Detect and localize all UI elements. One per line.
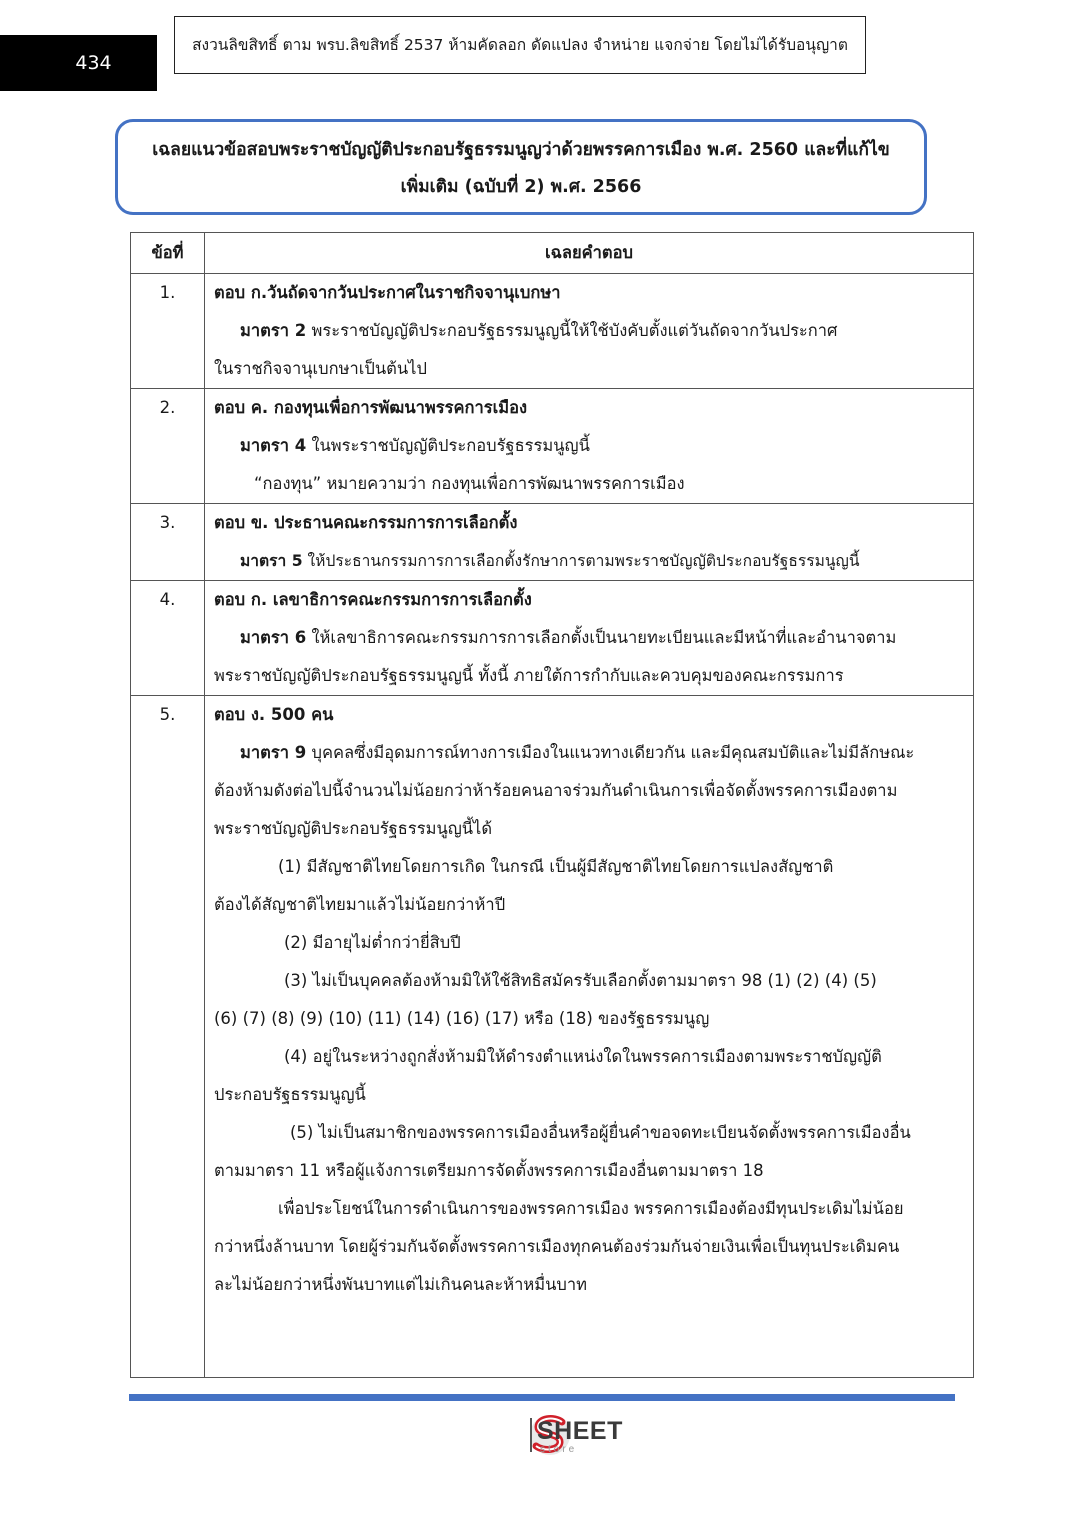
- answer-text: (5) ไม่เป็นสมาชิกของพรรคการเมืองอื่นหรือผู้ยื่นคำขอจดทะเบียนจัดตั้งพรรคการเมืองอื่น: [290, 1123, 911, 1142]
- answer-text: ต้องได้สัญชาติไทยมาแล้วไม่น้อยกว่าห้าปี: [214, 895, 506, 914]
- table-row: [131, 274, 974, 389]
- answer-cell: [205, 504, 974, 581]
- answer-text: (6) (7) (8) (9) (10) (11) (14) (16) (17) หรือ (18) ของรัฐธรรมนูญ: [214, 1009, 710, 1028]
- answer-cell: [205, 274, 974, 389]
- answer-text: ในราชกิจจานุเบกษาเป็นต้นไป: [214, 359, 427, 378]
- item-number: 5.: [131, 696, 205, 1378]
- section-ref: มาตรา 5: [240, 552, 303, 570]
- table-header-row: [131, 233, 974, 274]
- answer-text: ตามมาตรา 11 หรือผู้แจ้งการเตรียมการจัดตั้งพรรคการเมืองอื่นตามมาตรา 18: [214, 1161, 764, 1180]
- table-row: [131, 504, 974, 581]
- title-line-1: เฉลยแนวข้อสอบพระราชบัญญัติประกอบรัฐธรรมนูญว่าด้วยพรรคการเมือง พ.ศ. 2560 และที่แก้ไข: [152, 140, 890, 160]
- copyright-notice: สงวนลิขสิทธิ์ ตาม พรบ.ลิขสิทธิ์ 2537 ห้ามคัดลอก ดัดแปลง จำหน่าย แจกจ่าย โดยไม่ได้รับอนุญาต: [174, 16, 866, 74]
- answer-cell: [205, 389, 974, 504]
- answer-text: (1) มีสัญชาติไทยโดยการเกิด ในกรณี เป็นผู้มีสัญชาติไทยโดยการแปลงสัญชาติ: [278, 857, 834, 876]
- item-number: 1.: [131, 274, 205, 389]
- item-number: 3.: [131, 504, 205, 581]
- answer-choice: ตอบ ก. เลขาธิการคณะกรรมการการเลือกตั้ง: [214, 590, 532, 609]
- answer-text: พระราชบัญญัติประกอบรัฐธรรมนูญนี้ให้ใช้บังคับตั้งแต่วันถัดจากวันประกาศ: [311, 321, 838, 340]
- table-row: [131, 696, 974, 1378]
- answer-text: พระราชบัญญัติประกอบรัฐธรรมนูญนี้ ทั้งนี้ ภายใต้การกำกับและควบคุมของคณะกรรมการ: [214, 666, 844, 685]
- answer-text: (2) มีอายุไม่ต่ำกว่ายี่สิบปี: [284, 933, 461, 952]
- logo-subtext: store: [540, 1444, 578, 1455]
- answer-text: ต้องห้ามดังต่อไปนี้จำนวนไม่น้อยกว่าห้าร้อยคนอาจร่วมกันดำเนินการเพื่อจัดตั้งพรรคการเมืองตาม: [214, 781, 898, 800]
- logo-text: SHEET: [537, 1417, 623, 1445]
- answer-text: (4) อยู่ในระหว่างถูกสั่งห้ามมิให้ดำรงตำแหน่งใดในพรรคการเมืองตามพระราชบัญญัติ: [284, 1047, 882, 1066]
- header-item-number: ข้อที่: [131, 233, 205, 274]
- footer-divider: [129, 1394, 955, 1401]
- answer-text: ประกอบรัฐธรรมนูญนี้: [214, 1085, 366, 1104]
- answer-text: (3) ไม่เป็นบุคคลต้องห้ามมิให้ใช้สิทธิสมัครรับเลือกตั้งตามมาตรา 98 (1) (2) (4) (5): [284, 971, 877, 990]
- answer-choice: ตอบ ค. กองทุนเพื่อการพัฒนาพรรคการเมือง: [214, 398, 528, 417]
- table-row: [131, 389, 974, 504]
- header-answer: เฉลยคำตอบ: [205, 233, 974, 274]
- answer-text: ละไม่น้อยกว่าหนึ่งพันบาทแต่ไม่เกินคนละห้าหมื่นบาท: [214, 1275, 588, 1294]
- title-line-2: เพิ่มเติม (ฉบับที่ 2) พ.ศ. 2566: [400, 177, 642, 197]
- answer-text: ให้ประธานกรรมการการเลือกตั้งรักษาการตามพระราชบัญญัติประกอบรัฐธรรมนูญนี้: [307, 552, 860, 570]
- table-row: [131, 581, 974, 696]
- answer-choice: ตอบ ง. 500 คน: [214, 705, 334, 724]
- answer-text: กว่าหนึ่งล้านบาท โดยผู้ร่วมกันจัดตั้งพรรคการเมืองทุกคนต้องร่วมกันจ่ายเงินเพื่อเป็นทุนประเดิมคน: [214, 1237, 900, 1256]
- section-ref: มาตรา 9: [240, 743, 307, 762]
- answer-text: บุคคลซึ่งมีอุดมการณ์ทางการเมืองในแนวทางเดียวกัน และมีคุณสมบัติและไม่มีลักษณะ: [311, 743, 915, 762]
- section-ref: มาตรา 4: [240, 436, 307, 455]
- answer-text: “กองทุน” หมายความว่า กองทุนเพื่อการพัฒนาพรรคการเมือง: [254, 474, 685, 493]
- answer-cell: [205, 581, 974, 696]
- answer-choice: ตอบ ก.วันถัดจากวันประกาศในราชกิจจานุเบกษา: [214, 283, 561, 302]
- section-ref: มาตรา 6: [240, 628, 307, 647]
- answer-table: [130, 232, 974, 1378]
- answer-text: ให้เลขาธิการคณะกรรมการการเลือกตั้งเป็นนายทะเบียนและมีหน้าที่และอำนาจตาม: [311, 628, 897, 647]
- answer-cell: [205, 696, 974, 1378]
- answer-text: เพื่อประโยชน์ในการดำเนินการของพรรคการเมือง พรรคการเมืองต้องมีทุนประเดิมไม่น้อย: [278, 1199, 904, 1218]
- page-number: 434: [0, 35, 157, 91]
- answer-choice: ตอบ ข. ประธานคณะกรรมการการเลือกตั้ง: [214, 513, 518, 532]
- document-title: [115, 119, 927, 215]
- section-ref: มาตรา 2: [240, 321, 307, 340]
- item-number: 4.: [131, 581, 205, 696]
- answer-text: พระราชบัญญัติประกอบรัฐธรรมนูญนี้ได้: [214, 819, 493, 838]
- logo-separator: [530, 1418, 532, 1452]
- answer-text: ในพระราชบัญญัติประกอบรัฐธรรมนูญนี้: [311, 436, 590, 455]
- item-number: 2.: [131, 389, 205, 504]
